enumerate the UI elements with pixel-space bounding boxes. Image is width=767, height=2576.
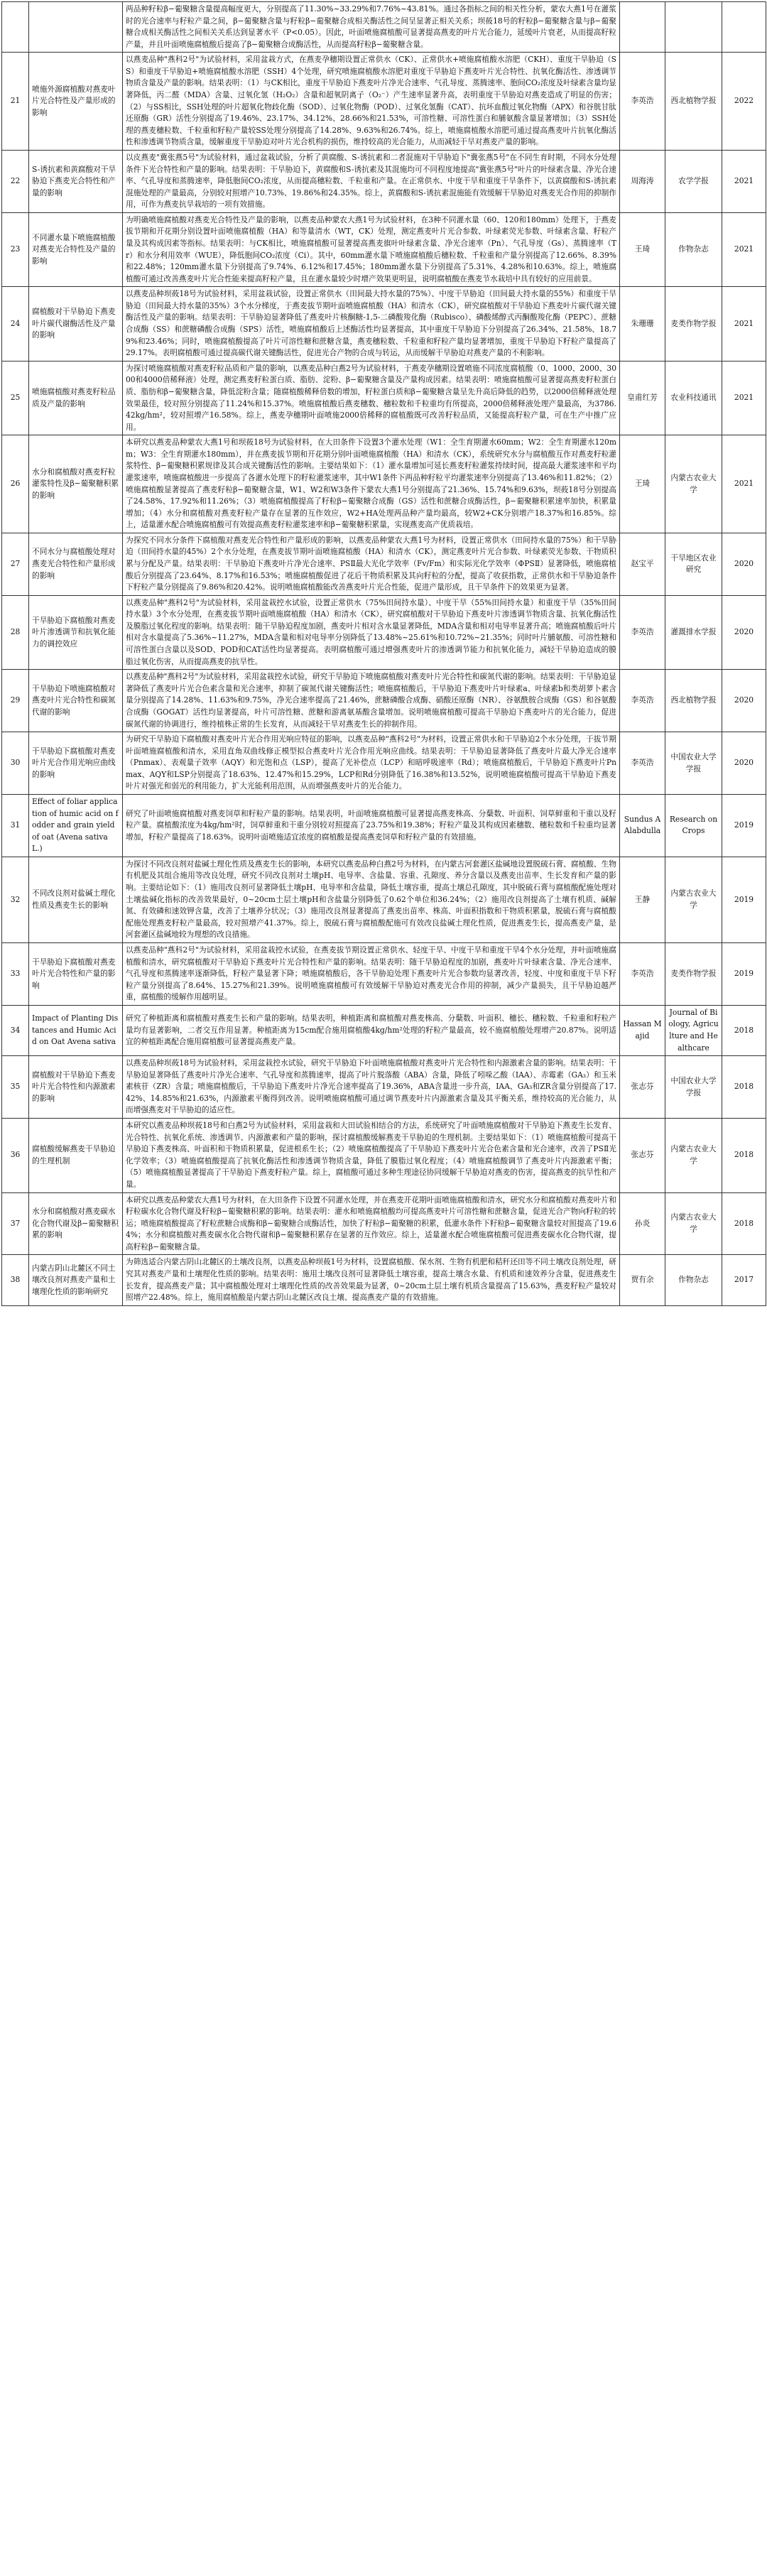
paper-year: 2019 xyxy=(722,795,766,857)
paper-title: 腐植酸对干旱胁迫下燕麦叶片光合特性和内源激素的影响 xyxy=(29,1056,123,1119)
paper-title: 水分和腐植酸对燕麦籽粒灌浆特性及β−葡聚糖积累的影响 xyxy=(29,435,123,533)
paper-title: 不同灌水量下喷施腐植酸对燕麦光合特性及产量的影响 xyxy=(29,212,123,286)
paper-journal: 作物杂志 xyxy=(665,1255,722,1305)
paper-title: 干旱胁迫下喷施腐植酸对燕麦叶片光合特性和碳氮代谢的影响 xyxy=(29,670,123,732)
paper-title: S-诱抗素和黄腐酸对干旱胁迫下燕麦光合特性和产量的影响 xyxy=(29,150,123,212)
paper-year xyxy=(722,2,766,53)
row-number: 33 xyxy=(2,942,29,1005)
paper-journal: 麦类作物学报 xyxy=(665,942,722,1005)
paper-year: 2019 xyxy=(722,857,766,942)
paper-year: 2021 xyxy=(722,150,766,212)
table-row xyxy=(2,857,766,942)
table-row xyxy=(2,212,766,286)
paper-journal: 内蒙古农业大学 xyxy=(665,1119,722,1192)
paper-author: 周海涛 xyxy=(620,150,665,212)
paper-title: 干旱胁迫下腐植酸对燕麦叶片光合特性和产量的影响 xyxy=(29,942,123,1005)
paper-author: 王琦 xyxy=(620,435,665,533)
table-row xyxy=(2,2,766,53)
paper-journal: 中国农业大学学报 xyxy=(665,732,722,795)
paper-journal: 农学学报 xyxy=(665,150,722,212)
row-number: 27 xyxy=(2,533,29,595)
paper-author: 李英浩 xyxy=(620,942,665,1005)
row-number: 32 xyxy=(2,857,29,942)
paper-journal: 灌溉排水学报 xyxy=(665,595,722,669)
paper-journal: Journal of Biology, Agriculture and Healthcare xyxy=(665,1005,722,1055)
row-number: 36 xyxy=(2,1119,29,1192)
table-row xyxy=(2,361,766,435)
paper-abstract: 为探讨喷施腐植酸对燕麦籽粒品质和产量的影响，以燕麦品种白燕2号为试验材料，于燕麦孕穗期设置喷施不同浓度腐植酸（0、1000、2000、3000和4000倍稀释液）处理，测定燕麦籽粒蛋白质、脂肪、淀粉、β−葡聚糖含量及产量构成因素。结果表明：喷施腐植酸可显著提高燕麦籽粒蛋白质、脂肪和β−葡聚糖含量，降低淀粉含量；随腐植酸稀释倍数的增加，籽粒蛋白质和β−葡聚糖含量呈先升高后降低的趋势，以2000倍稀释液处理效果最佳，较对照分别提高了11.24%和15.37%。喷施腐植酸后燕麦穗数、穗粒数和千粒重均有所提高，2000倍稀释液处理产量最高，为3786.42kg/hm²，较对照增产16.58%。综上，燕麦孕穗期叶面喷施2000倍稀释的腐植酸既可改善籽粒品质，又能提高籽粒产量，可在生产中推广应用。 xyxy=(123,361,620,435)
row-number: 25 xyxy=(2,361,29,435)
table-row xyxy=(2,942,766,1005)
paper-abstract: 本研究以燕麦品种蒙农大燕1号为材料，在大田条件下设置不同灌水处理，并在燕麦开花期叶面喷施腐植酸和清水，研究水分和腐植酸对燕麦叶片和籽粒碳水化合物代谢及籽粒β−葡聚糖积累的影响。结果表明：灌水和喷施腐植酸均可提高燕麦叶片可溶性糖和蔗糖含量，促进光合产物向籽粒的转运；喷施腐植酸提高了籽粒蔗糖合成酶和β−葡聚糖合成酶活性，加快了籽粒β−葡聚糖的积累，低灌水条件下籽粒β−葡聚糖含量较对照提高了19.64%；水分和腐植酸对燕麦碳水化合物代谢和β−葡聚糖积累存在显著的互作效应。综上，适量灌水配合喷施腐植酸可促进燕麦碳水化合物代谢，提高籽粒β−葡聚糖含量。 xyxy=(123,1192,620,1255)
paper-abstract: 为明确喷施腐植酸对燕麦光合特性及产量的影响，以燕麦品种蒙农大燕1号为试验材料，在3种不同灌水量（60、120和180mm）处理下，于燕麦拔节期和开花期分别设置叶面喷施腐植酸（HA）和等量清水（WT，CK）处理，测定燕麦叶片光合参数、叶绿素荧光参数、叶绿素含量、籽粒产量及其构成因素等指标。结果表明：与CK相比，喷施腐植酸可显著提高燕麦旗叶叶绿素含量、净光合速率（Pn）、气孔导度（Gs）、蒸腾速率（Tr）和水分利用效率（WUE），降低胞间CO₂浓度（Ci）。其中，60mm灌水量下喷施腐植酸后穗粒数、千粒重和产量分别提高了12.66%、8.39%和22.48%；120mm灌水量下分别提高了9.74%、6.12%和17.45%；180mm灌水量下分别提高了5.31%、4.28%和10.63%。综上，喷施腐植酸可通过改善燕麦叶片光合性能来提高籽粒产量，且在灌水量较少时增产效果更明显，说明腐植酸在燕麦节水栽培中具有较好的应用前景。 xyxy=(123,212,620,286)
paper-title: 干旱胁迫下腐植酸对燕麦叶片光合作用光响应曲线的影响 xyxy=(29,732,123,795)
paper-year: 2019 xyxy=(722,942,766,1005)
paper-year: 2020 xyxy=(722,670,766,732)
paper-abstract: 为探讨不同改良剂对盐碱土理化性质及燕麦生长的影响，本研究以燕麦品种白燕2号为材料，在内蒙古河套灌区盐碱地设置脱硫石膏、腐植酸、生物有机肥及其组合施用等改良处理，研究不同改良剂对土壤pH、电导率、含盐量、容重、孔隙度、养分含量以及燕麦出苗率、生长发育和产量的影响。主要结论如下：（1）施用改良剂可显著降低土壤pH、电导率和含盐量，降低土壤容重，提高土壤总孔隙度，其中脱硫石膏与腐植酸配施处理对土壤盐碱化指标的改善效果最好，0~20cm土层土壤pH和含盐量分别降低了0.62个单位和36.24%；（2）施用改良剂提高了土壤有机质、碱解氮、有效磷和速效钾含量，改善了土壤养分状况；（3）施用改良剂显著提高了燕麦出苗率、株高、叶面积指数和干物质积累量，脱硫石膏与腐植酸配施处理燕麦籽粒产量最高，较对照增产41.37%。综上，脱硫石膏与腐植酸配施可有效改良盐碱土理化性质，促进燕麦生长，提高燕麦产量，是河套灌区盐碱地较为理想的改良措施。 xyxy=(123,857,620,942)
paper-author: 孙炎 xyxy=(620,1192,665,1255)
paper-journal xyxy=(665,2,722,53)
paper-abstract: 研究了种植距离和腐植酸对燕麦生长和产量的影响。结果表明，种植距离和腐植酸对燕麦株高、分蘖数、叶面积、穗长、穗粒数、千粒重和籽粒产量均有显著影响，二者交互作用显著。种植距离为15cm配合施用腐植酸4kg/hm²处理的籽粒产量最高，较不施腐植酸处理增产20.87%。说明适宜的种植距离配合施用腐植酸可显著提高燕麦产量。 xyxy=(123,1005,620,1055)
paper-author: 王静 xyxy=(620,857,665,942)
paper-author: 李英浩 xyxy=(620,53,665,151)
row-number: 35 xyxy=(2,1056,29,1119)
row-number: 21 xyxy=(2,53,29,151)
paper-author xyxy=(620,2,665,53)
paper-journal: 麦类作物学报 xyxy=(665,287,722,361)
paper-title: 不同改良剂对盐碱土理化性质及燕麦生长的影响 xyxy=(29,857,123,942)
paper-author: 赵宝平 xyxy=(620,533,665,595)
paper-journal: 中国农业大学学报 xyxy=(665,1056,722,1119)
row-number: 22 xyxy=(2,150,29,212)
row-number: 34 xyxy=(2,1005,29,1055)
table-row xyxy=(2,1005,766,1055)
paper-title: 内蒙古阴山北麓区不同土壤改良剂对燕麦产量和土壤理化性质的影响研究 xyxy=(29,1255,123,1305)
paper-year: 2022 xyxy=(722,53,766,151)
row-number xyxy=(2,2,29,53)
paper-abstract: 本研究以燕麦品种蒙农大燕1号和坝莜18号为试验材料，在大田条件下设置3个灌水处理（W1：全生育期灌水60mm；W2：全生育期灌水120mm；W3：全生育期灌水180mm），并在燕麦拔节期和开花期分别叶面喷施腐植酸（HA）和清水（CK），系统研究水分与腐植酸互作对燕麦籽粒灌浆特性、β−葡聚糖积累规律及其合成关键酶活性的影响。主要结果如下：（1）灌水量增加可延长燕麦籽粒灌浆持续时间，提高最大灌浆速率和平均灌浆速率，喷施腐植酸进一步提高了各灌水处理下的籽粒灌浆速率，其中W1条件下两品种籽粒平均灌浆速率分别提高了13.46%和11.82%；（2）喷施腐植酸显著提高了燕麦籽粒β−葡聚糖含量，W1、W2和W3条件下蒙农大燕1号分别提高了21.36%、15.74%和9.63%，坝莜18号分别提高了24.58%、17.92%和11.26%；（3）喷施腐植酸提高了籽粒β−葡聚糖合成酶（GS）活性和蔗糖合成酶活性，β−葡聚糖积累速率加快，积累量增加；（4）水分和腐植酸对燕麦籽粒产量存在显著的互作效应，W2+HA处理两品种产量均最高，较W2+CK分别增产18.37%和16.85%。综上，适量灌水配合喷施腐植酸可有效提高燕麦籽粒灌浆速率和β−葡聚糖积累量，实现燕麦高产优质栽培。 xyxy=(123,435,620,533)
paper-year: 2018 xyxy=(722,1056,766,1119)
paper-journal: 内蒙古农业大学 xyxy=(665,1192,722,1255)
paper-year: 2020 xyxy=(722,732,766,795)
table-row xyxy=(2,435,766,533)
paper-journal: 内蒙古农业大学 xyxy=(665,857,722,942)
paper-title: 干旱胁迫下腐植酸对燕麦叶片渗透调节和抗氧化能力的调控效应 xyxy=(29,595,123,669)
row-number: 26 xyxy=(2,435,29,533)
row-number: 31 xyxy=(2,795,29,857)
paper-author: Sundus A Alabdulla xyxy=(620,795,665,857)
table-row xyxy=(2,1192,766,1255)
paper-abstract: 本研究以燕麦品种坝莜18号和白燕2号为试验材料，采用盆栽和大田试验相结合的方法，系统研究了叶面喷施腐植酸对干旱胁迫下燕麦生长发育、光合特性、抗氧化系统、渗透调节、内源激素和产量的影响，探讨腐植酸缓解燕麦干旱胁迫的生理机制。主要结果如下：（1）喷施腐植酸可提高干旱胁迫下燕麦株高、叶面积和干物质积累量，促进根系生长；（2）喷施腐植酸提高了干旱胁迫下燕麦叶片光合色素含量和光合速率，改善了PSⅡ光化学效率；（3）喷施腐植酸提高了抗氧化酶活性和渗透调节物质含量，降低了膜脂过氧化程度；（4）喷施腐植酸调节了燕麦叶片内源激素平衡；（5）喷施腐植酸显著提高了干旱胁迫下燕麦籽粒产量。综上，腐植酸可通过多种生理途径协同缓解干旱胁迫对燕麦的伤害，提高燕麦的抗旱性和产量。 xyxy=(123,1119,620,1192)
paper-year: 2021 xyxy=(722,287,766,361)
row-number: 29 xyxy=(2,670,29,732)
table-row xyxy=(2,1255,766,1305)
table-row xyxy=(2,533,766,595)
paper-abstract: 以燕麦品种"燕科2号"为试验材料，采用盆栽控水试验，在燕麦拔节期设置正常供水、轻度干旱、中度干旱和重度干旱4个水分处理，并叶面喷施腐植酸和清水，研究腐植酸对干旱胁迫下燕麦叶片光合特性和产量的影响。结果表明：随干旱胁迫程度的加剧，燕麦叶片叶绿素含量、净光合速率、气孔导度和蒸腾速率逐渐降低，籽粒产量显著下降；喷施腐植酸后，各干旱胁迫处理下燕麦叶片光合参数均显著改善，轻度、中度和重度干旱下籽粒产量分别提高了8.64%、15.27%和21.39%。说明喷施腐植酸可有效缓解干旱胁迫对燕麦光合作用的抑制，减少产量损失，且干旱胁迫越严重，腐植酸的缓解作用越明显。 xyxy=(123,942,620,1005)
table-row xyxy=(2,1056,766,1119)
paper-abstract: 以燕麦品种"燕科2号"为试验材料，采用盆栽控水试验，设置正常供水（75%田间持水量）、中度干旱（55%田间持水量）和重度干旱（35%田间持水量）3个水分处理，在燕麦拔节期叶面喷施腐植酸（HA）和清水（CK），研究腐植酸对干旱胁迫下燕麦叶片渗透调节物质含量、抗氧化酶活性及膜脂过氧化程度的影响。结果表明：随干旱胁迫程度加剧，燕麦叶片相对含水量显著降低，MDA含量和相对电导率显著升高；喷施腐植酸后叶片相对含水量提高了5.36%~11.27%，MDA含量和相对电导率分别降低了13.48%~25.61%和10.72%~21.35%；同时叶片脯氨酸、可溶性糖和可溶性蛋白含量以及SOD、POD和CAT活性均显著提高。表明腐植酸可通过增强燕麦叶片的渗透调节能力和抗氧化能力，减轻干旱胁迫造成的膜脂过氧化伤害，从而提高燕麦的抗旱性。 xyxy=(123,595,620,669)
paper-abstract: 以燕麦品种坝莜18号为试验材料，采用盆栽控水试验，研究干旱胁迫下叶面喷施腐植酸对燕麦叶片光合特性和内源激素含量的影响。结果表明：干旱胁迫显著降低了燕麦叶片净光合速率、气孔导度和蒸腾速率，提高了叶片脱落酸（ABA）含量，降低了吲哚乙酸（IAA）、赤霉素（GA₃）和玉米素核苷（ZR）含量；喷施腐植酸后，干旱胁迫下燕麦叶片净光合速率提高了19.36%，ABA含量进一步升高，IAA、GA₃和ZR含量分别提高了17.42%、14.85%和21.63%，内源激素平衡得到改善。说明喷施腐植酸可通过调节燕麦叶片内源激素含量及其平衡关系，维持较高的光合能力，从而增强燕麦对干旱胁迫的适应性。 xyxy=(123,1056,620,1119)
row-number: 28 xyxy=(2,595,29,669)
row-number: 24 xyxy=(2,287,29,361)
paper-author: 朱珊珊 xyxy=(620,287,665,361)
paper-journal: 内蒙古农业大学 xyxy=(665,435,722,533)
paper-abstract: 以燕麦品种坝莜18号为试验材料，采用盆栽试验，设置正常供水（田间最大持水量的75%）、中度干旱胁迫（田间最大持水量的55%）和重度干旱胁迫（田间最大持水量的35%）3个水分梯度，于燕麦拔节期叶面喷施腐植酸（HA）和清水（CK），研究腐植酸对干旱胁迫下燕麦叶片碳代谢关键酶活性及产量的影响。结果表明：干旱胁迫显著降低了燕麦叶片核酮糖-1,5-二磷酸羧化酶（Rubisco）、磷酸烯醇式丙酮酸羧化酶（PEPC）、蔗糖合成酶（SS）和蔗糖磷酸合成酶（SPS）活性，喷施腐植酸后上述酶活性均显著提高，其中重度干旱胁迫下分别提高了26.34%、21.58%、18.79%和23.46%；同时，喷施腐植酸提高了叶片可溶性糖和蔗糖含量，燕麦穗粒数、千粒重和籽粒产量均显著增加，重度干旱胁迫下籽粒产量提高了29.17%。表明腐植酸可通过提高碳代谢关键酶活性，促进光合产物的合成与转运，从而缓解干旱胁迫对燕麦产量的不利影响。 xyxy=(123,287,620,361)
paper-title: 不同水分与腐植酸处理对燕麦光合特性和产量形成的影响 xyxy=(29,533,123,595)
paper-year: 2017 xyxy=(722,1255,766,1305)
paper-journal: 干旱地区农业研究 xyxy=(665,533,722,595)
paper-year: 2020 xyxy=(722,533,766,595)
row-number: 38 xyxy=(2,1255,29,1305)
paper-year: 2021 xyxy=(722,361,766,435)
paper-abstract: 两品种籽粒β−葡聚糖含量提高幅度更大，分别提高了11.30%~33.29%和7.76%~43.81%。通过各指标之间的相关性分析，蒙农大燕1号在灌浆时的光合速率与籽粒产量之间，β−葡聚糖含量与籽粒β−葡聚糖合成相关酶活性之间呈显著正相关关系；坝莜18号的籽粒β−葡聚糖含量与β−葡聚糖合成相关酶活性之间相关关系达到显著水平（P<0.05）。因此，叶面喷施腐植酸可显著提高燕麦的叶片光合能力，延缓叶片衰老，从而提高籽粒产量，并且叶面喷施腐植酸后提高了β−葡聚糖合成酶活性，从而提高籽粒β−葡聚糖含量。 xyxy=(123,2,620,53)
paper-title: 喷施外源腐植酸对燕麦叶片光合特性及产量形成的影响 xyxy=(29,53,123,151)
table-row xyxy=(2,795,766,857)
paper-year: 2021 xyxy=(722,212,766,286)
literature-table xyxy=(1,1,766,1306)
paper-abstract: 以燕麦品种"燕科2号"为试验材料，采用盆栽方式，在燕麦孕穗期设置正常供水（CK）、正常供水+喷施腐植酸水溶肥（CKH）、重度干旱胁迫（SS）和重度干旱胁迫+喷施腐植酸水溶肥（SSH）4个处理，研究喷施腐植酸水溶肥对重度干旱胁迫下燕麦叶片光合特性、抗氧化酶活性、渗透调节物质含量及产量的影响。结果表明：（1）与CK相比，重度干旱胁迫下燕麦叶片净光合速率、气孔导度、蒸腾速率、胞间CO₂浓度及叶绿素含量均显著降低，丙二醛（MDA）含量、过氧化氢（H₂O₂）含量和超氧阴离子（O₂⁻）产生速率显著升高，表明重度干旱胁迫对燕麦造成了明显的伤害；（2）与SS相比，SSH处理的叶片超氧化物歧化酶（SOD）、过氧化物酶（POD）、过氧化氢酶（CAT）、抗坏血酸过氧化物酶（APX）和谷胱甘肽还原酶（GR）活性分别提高了19.46%、23.17%、34.12%、28.66%和21.53%，可溶性糖、可溶性蛋白和脯氨酸含量显著增加；（3）SSH处理的燕麦穗粒数、千粒重和籽粒产量较SS处理分别提高了14.28%、9.63%和26.74%。综上，喷施腐植酸水溶肥可通过提高燕麦叶片抗氧化酶活性和渗透调节物质含量，缓解重度干旱胁迫对叶片光合机构的损伤，维持较高的光合能力，从而减轻干旱对燕麦产量的影响。 xyxy=(123,53,620,151)
paper-abstract: 为研究干旱胁迫下腐植酸对燕麦叶片光合作用光响应特征的影响，以燕麦品种"燕科2号"为材料，设置正常供水和干旱胁迫2个水分处理，于拔节期叶面喷施腐植酸和清水，采用直角双曲线修正模型拟合燕麦叶片光合作用光响应曲线。结果表明：干旱胁迫显著降低了燕麦叶片最大净光合速率（Pnmax）、表观量子效率（AQY）和光饱和点（LSP），提高了光补偿点（LCP）和暗呼吸速率（Rd）；喷施腐植酸后，干旱胁迫下燕麦叶片Pnmax、AQY和LSP分别提高了18.63%、12.47%和15.29%，LCP和Rd分别降低了16.38%和13.52%，说明喷施腐植酸可提高干旱胁迫下燕麦叶片对强光和弱光的利用能力，扩大光能利用范围，从而增强燕麦叶片的光合能力。 xyxy=(123,732,620,795)
paper-author: 李英浩 xyxy=(620,595,665,669)
table-row xyxy=(2,150,766,212)
row-number: 23 xyxy=(2,212,29,286)
row-number: 30 xyxy=(2,732,29,795)
table-row xyxy=(2,287,766,361)
paper-author: 贾有余 xyxy=(620,1255,665,1305)
paper-author: 张志芬 xyxy=(620,1119,665,1192)
paper-journal: 西北植物学报 xyxy=(665,670,722,732)
paper-author: 王琦 xyxy=(620,212,665,286)
table-row xyxy=(2,670,766,732)
paper-year: 2018 xyxy=(722,1005,766,1055)
paper-author: Hassan Majid xyxy=(620,1005,665,1055)
paper-title: 水分和腐植酸对燕麦碳水化合物代谢及β−葡聚糖积累的影响 xyxy=(29,1192,123,1255)
literature-table-body xyxy=(2,2,766,1306)
paper-year: 2018 xyxy=(722,1119,766,1192)
paper-author: 李英浩 xyxy=(620,670,665,732)
paper-author: 李英浩 xyxy=(620,732,665,795)
paper-journal: Research on Crops xyxy=(665,795,722,857)
table-row xyxy=(2,53,766,151)
paper-abstract: 为筛选适合内蒙古阴山北麓区的土壤改良剂，以燕麦品种坝莜1号为材料，设置腐植酸、保水剂、生物有机肥和秸秆还田等不同土壤改良剂处理，研究其对燕麦产量和土壤理化性质的影响。结果表明：施用土壤改良剂可显著降低土壤容重，提高土壤含水量、有机质和速效养分含量，促进燕麦生长发育，提高燕麦产量；其中腐植酸处理对土壤理化性质的改善效果最为显著，0~20cm土层土壤有机质含量提高了15.63%，燕麦籽粒产量较对照增产22.48%。综上，施用腐植酸是内蒙古阴山北麓区改良土壤、提高燕麦产量的有效措施。 xyxy=(123,1255,620,1305)
paper-author: 皇甫红芳 xyxy=(620,361,665,435)
paper-journal: 作物杂志 xyxy=(665,212,722,286)
paper-year: 2020 xyxy=(722,595,766,669)
row-number: 37 xyxy=(2,1192,29,1255)
table-row xyxy=(2,732,766,795)
paper-year: 2021 xyxy=(722,435,766,533)
paper-title: Impact of Planting Distances and Humic Acid on Oat Avena sativa xyxy=(29,1005,123,1055)
paper-abstract: 研究了叶面喷施腐植酸对燕麦饲草和籽粒产量的影响。结果表明，叶面喷施腐植酸可显著提高燕麦株高、分蘖数、叶面积、饲草鲜重和干重以及籽粒产量。腐植酸浓度为4kg/hm²时，饲草鲜重和干重分别较对照提高了23.75%和19.38%；籽粒产量及其构成因素穗数、穗粒数和千粒重均显著增加，籽粒产量提高了18.63%。说明叶面喷施适宜浓度的腐植酸是提高燕麦饲草和籽粒产量的有效措施。 xyxy=(123,795,620,857)
paper-abstract: 以皮燕麦"冀张燕5号"为试验材料，通过盆栽试验，分析了黄腐酸、S-诱抗素和二者混施对干旱胁迫下"冀张燕5号"在不同生育时期，不同水分处理条件下光合特性和产量的影响。结果表明：干旱胁迫下，黄腐酸和S-诱抗素及其混施均可不同程度地提高"冀张燕5号"叶片的叶绿素含量、净光合速率、气孔导度和蒸腾速率，降低胞间CO₂浓度，从而提高穗粒数、千粒重和产量。在正常供水、中度干旱和重度干旱条件下，以黄腐酸和S-诱抗素混施处理的产量最高，分别较对照增产10.73%、19.86%和24.35%。综上，黄腐酸和S-诱抗素混施能有效缓解干旱胁迫对燕麦光合作用的抑制作用，可作为燕麦抗旱栽培的一项有效措施。 xyxy=(123,150,620,212)
table-row xyxy=(2,595,766,669)
table-row xyxy=(2,1119,766,1192)
paper-title: 喷施腐植酸对燕麦籽粒品质及产量的影响 xyxy=(29,361,123,435)
paper-title: 腐植酸缓解燕麦干旱胁迫的生理机制 xyxy=(29,1119,123,1192)
paper-title: Effect of foliar application of humic acid on fodder and grain yield of oat (Avena sativa L.) xyxy=(29,795,123,857)
paper-journal: 农业科技通讯 xyxy=(665,361,722,435)
paper-abstract: 以燕麦品种"燕科2号"为试验材料，采用盆栽控水试验，研究干旱胁迫下喷施腐植酸对燕麦叶片光合特性和碳氮代谢的影响。结果表明：干旱胁迫显著降低了燕麦叶片光合色素含量和光合速率，抑制了碳氮代谢关键酶活性；喷施腐植酸后，干旱胁迫下燕麦叶片叶绿素a、叶绿素b和类胡萝卜素含量分别提高了14.28%、11.63%和9.75%，净光合速率提高了21.46%，蔗糖磷酸合成酶、硝酸还原酶（NR）、谷氨酰胺合成酶（GS）和谷氨酸合成酶（GOGAT）活性均显著提高，叶片可溶性糖、蔗糖和游离氨基酸含量增加。说明喷施腐植酸可提高干旱胁迫下燕麦叶片的光合能力，促进碳氮代谢的协调进行，维持植株正常的生长发育，从而减轻干旱对燕麦生长的抑制作用。 xyxy=(123,670,620,732)
paper-abstract: 为探究不同水分条件下腐植酸对燕麦光合特性和产量形成的影响，以燕麦品种蒙农大燕1号为材料，设置正常供水（田间持水量的75%）和干旱胁迫（田间持水量的45%）2个水分处理，在燕麦拔节期叶面喷施腐植酸（HA）和清水（CK），测定燕麦叶片光合参数、叶绿素荧光参数、干物质积累与分配及产量。结果表明：干旱胁迫下燕麦叶片净光合速率、PSⅡ最大光化学效率（Fv/Fm）和实际光化学效率（ΦPSⅡ）显著降低，喷施腐植酸后分别提高了23.64%、8.17%和16.53%；喷施腐植酸促进了花后干物质积累及其向籽粒的分配，提高了收获指数，正常供水和干旱胁迫条件下籽粒产量分别提高了9.86%和20.42%。说明喷施腐植酸能改善燕麦叶片光合性能，促进产量形成，且干旱条件下的效果更为显著。 xyxy=(123,533,620,595)
paper-year: 2018 xyxy=(722,1192,766,1255)
paper-title xyxy=(29,2,123,53)
paper-journal: 西北植物学报 xyxy=(665,53,722,151)
paper-author: 张志芬 xyxy=(620,1056,665,1119)
paper-title: 腐植酸对干旱胁迫下燕麦叶片碳代谢酶活性及产量的影响 xyxy=(29,287,123,361)
